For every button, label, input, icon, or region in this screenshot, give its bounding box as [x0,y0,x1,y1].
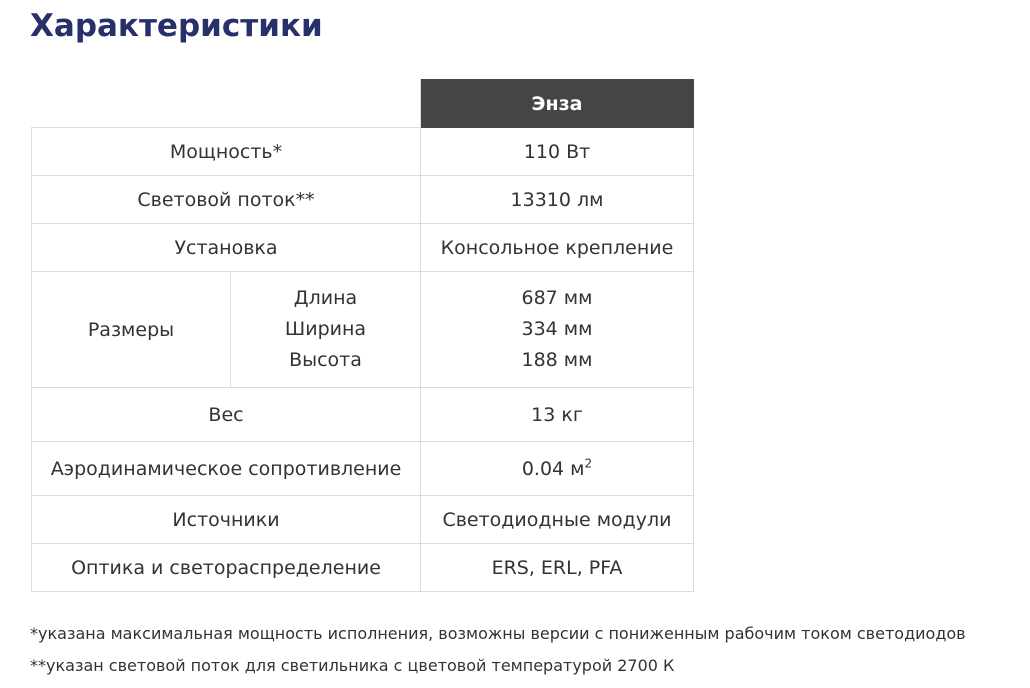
page-title: Характеристики [30,8,323,44]
table-row-drag [32,442,694,496]
dimension-label-width: Ширина [284,318,367,340]
table-row-optics [32,544,694,592]
footnote-flux: **указан световой поток для светильника с цветовой температурой 2700 К [30,656,675,675]
value-power: 110 Вт [421,128,694,176]
footnotes [30,618,966,682]
label-dimensions: Размеры [32,272,231,388]
label-optics: Оптика и светораспределение [32,544,421,592]
label-flux: Световой поток** [32,176,421,224]
table-row-dimensions [32,272,694,388]
label-mount: Установка [32,224,421,272]
table-row-flux [32,176,694,224]
dimension-value-height: 188 мм [521,349,593,371]
label-power: Мощность* [32,128,421,176]
value-flux: 13310 лм [421,176,694,224]
dimension-label-height: Высота [289,349,362,371]
value-weight: 13 кг [421,388,694,442]
specs-table [31,79,694,592]
value-sources: Светодиодные модули [421,496,694,544]
dimension-labels [231,272,421,388]
label-sources: Источники [32,496,421,544]
table-row-mount [32,224,694,272]
dimension-value-length: 687 мм [521,287,593,309]
dimension-label-length: Длина [293,287,358,309]
dimension-value-width: 334 мм [521,318,593,340]
header-blank-cell [32,80,421,128]
table-row-power [32,128,694,176]
table-row-sources [32,496,694,544]
value-optics: ERS, ERL, PFA [421,544,694,592]
table-row-weight [32,388,694,442]
label-weight: Вес [32,388,421,442]
value-drag-superscript: 2 [584,456,593,471]
value-drag-cell [421,442,694,496]
table-header-row [32,80,694,128]
footnote-power: *указана максимальная мощность исполнения, возможны версии с пониженным рабочим током светодиодов [30,624,966,643]
value-drag: 0.04 м [521,457,585,480]
dimension-values [421,272,694,388]
column-header-enza: Энза [421,80,694,128]
value-mount: Консольное крепление [421,224,694,272]
label-drag: Аэродинамическое сопротивление [32,442,421,496]
